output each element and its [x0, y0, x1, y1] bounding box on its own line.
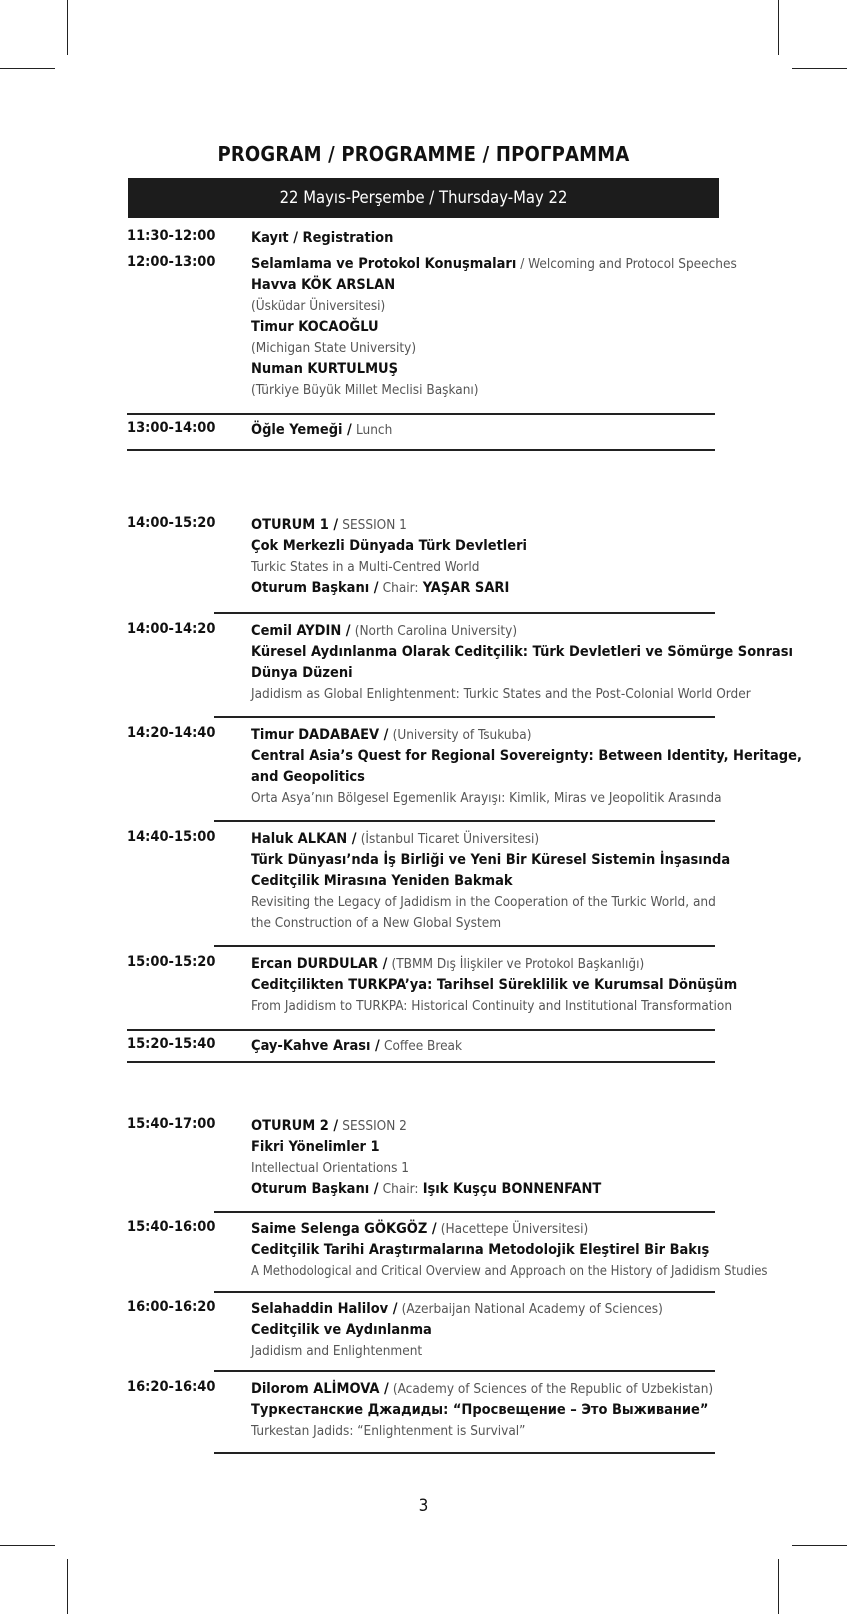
crop-mark [0, 68, 55, 69]
item-translation: Coffee Break [383, 1038, 463, 1054]
talk-translation: Jadidism as Global Enlightenment: Turkic States and the Post-Colonial World Order [251, 686, 751, 702]
session-label-en: SESSION 2 [342, 1118, 407, 1134]
time-slot: 15:40-16:00 [127, 1219, 216, 1235]
talk-title: and Geopolitics [251, 769, 365, 785]
separator: / [288, 230, 303, 246]
day-header: 22 Mayıs-Perşembe / Thursday-May 22 [128, 178, 719, 218]
talk-translation: the Construction of a New Global System [251, 915, 502, 931]
time-slot: 15:40-17:00 [127, 1116, 216, 1132]
item-translation: Lunch [355, 422, 393, 438]
crop-mark [67, 0, 68, 55]
crop-mark [0, 1545, 55, 1546]
divider [127, 449, 715, 451]
talk-title: Ceditçilik Tarihi Araştırmalarına Metodolojik Eleştirel Bir Bakış [251, 1242, 710, 1258]
speaker-name: Haluk ALKAN / [251, 831, 357, 847]
time-slot: 11:30-12:00 [127, 228, 216, 244]
divider [214, 945, 715, 947]
speaker-name: Numan KURTULMUŞ [251, 361, 399, 377]
time-slot: 13:00-14:00 [127, 420, 216, 436]
speaker-name: Timur KOCAOĞLU [251, 319, 379, 335]
session-title: Fikri Yönelimler 1 [251, 1139, 380, 1155]
divider [214, 716, 715, 718]
speaker-affiliation: (Azerbaijan National Academy of Sciences) [401, 1301, 663, 1317]
item-title: Kayıt [251, 230, 289, 246]
session-label: OTURUM 2 / [251, 1118, 339, 1134]
talk-title: Dünya Düzeni [251, 665, 353, 681]
talk-title: Ceditçilikten TURKPA’ya: Tarihsel Süreklilik ve Kurumsal Dönüşüm [251, 977, 738, 993]
crop-mark [67, 1559, 68, 1614]
talk-title: Küresel Aydınlanma Olarak Ceditçilik: Türk Devletleri ve Sömürge Sonrası [251, 644, 793, 660]
talk-translation: Orta Asya’nın Bölgesel Egemenlik Arayışı: Kimlik, Miras ve Jeopolitik Arasında [251, 790, 722, 806]
divider [214, 1370, 715, 1372]
crop-mark [792, 1545, 847, 1546]
speaker-name: Selahaddin Halilov / [251, 1301, 398, 1317]
speaker-affiliation: (Türkiye Büyük Millet Meclisi Başkanı) [251, 382, 479, 398]
talk-translation: A Methodological and Critical Overview and Approach on the History of Jadidism Studies [251, 1264, 768, 1279]
speaker-affiliation: (Hacettepe Üniversitesi) [440, 1221, 589, 1237]
time-slot: 15:20-15:40 [127, 1036, 216, 1052]
chair-label: Oturum Başkanı / [251, 580, 379, 596]
item-title: Öğle Yemeği / [251, 422, 352, 438]
talk-title: Ceditçilik Mirasına Yeniden Bakmak [251, 873, 513, 889]
chair-label-en: Chair: [382, 580, 419, 596]
speaker-name: Saime Selenga GÖKGÖZ / [251, 1221, 437, 1237]
speaker-name: Timur DADABAEV / [251, 727, 389, 743]
divider [127, 1061, 715, 1063]
speaker-name: Cemil AYDIN / [251, 623, 351, 639]
talk-translation: Turkestan Jadids: “Enlightenment is Survival” [251, 1423, 526, 1439]
speaker-affiliation: (İstanbul Ticaret Üniversitesi) [360, 831, 540, 847]
divider [214, 1291, 715, 1293]
session-label: OTURUM 1 / [251, 517, 339, 533]
time-slot: 16:00-16:20 [127, 1299, 216, 1315]
item-translation: Welcoming and Protocol Speeches [528, 256, 737, 272]
crop-mark [778, 0, 779, 55]
chair-label: Oturum Başkanı / [251, 1181, 379, 1197]
time-slot: 15:00-15:20 [127, 954, 216, 970]
divider [214, 820, 715, 822]
session-title-en: Turkic States in a Multi-Centred World [251, 559, 480, 575]
separator: / [516, 256, 529, 272]
divider [214, 1452, 715, 1454]
speaker-name: Dilorom ALİMOVA / [251, 1381, 389, 1397]
chair-name: YAŞAR SARI [422, 580, 510, 596]
talk-title: Central Asia’s Quest for Regional Sovereignty: Between Identity, Heritage, [251, 748, 802, 764]
speaker-name: Havva KÖK ARSLAN [251, 277, 396, 293]
talk-translation: Revisiting the Legacy of Jadidism in the Cooperation of the Turkic World, and [251, 894, 716, 910]
speaker-affiliation: (Michigan State University) [251, 340, 417, 356]
speaker-affiliation: (Academy of Sciences of the Republic of Uzbekistan) [392, 1381, 714, 1397]
time-slot: 16:20-16:40 [127, 1379, 216, 1395]
speaker-affiliation: (Üsküdar Üniversitesi) [251, 298, 386, 314]
divider [127, 1029, 715, 1031]
divider [214, 612, 715, 614]
time-slot: 12:00-13:00 [127, 254, 216, 270]
chair-label-en: Chair: [382, 1181, 419, 1197]
crop-mark [792, 68, 847, 69]
session-title: Çok Merkezli Dünyada Türk Devletleri [251, 538, 528, 554]
talk-title: Türk Dünyası’nda İş Birliği ve Yeni Bir Küresel Sistemin İnşasında [251, 852, 731, 868]
divider [214, 1211, 715, 1213]
talk-translation: From Jadidism to TURKPA: Historical Continuity and Institutional Transformation [251, 998, 733, 1014]
session-title-en: Intellectual Orientations 1 [251, 1160, 410, 1176]
session-label-en: SESSION 1 [342, 517, 407, 533]
page-title: PROGRAM / PROGRAMME / ПРОГРАММА [217, 142, 630, 166]
crop-mark [778, 1559, 779, 1614]
item-translation: Registration [302, 230, 394, 246]
time-slot: 14:20-14:40 [127, 725, 216, 741]
speaker-affiliation: (TBMM Dış İlişkiler ve Protokol Başkanlığı) [391, 956, 645, 972]
time-slot: 14:00-14:20 [127, 621, 216, 637]
time-slot: 14:00-15:20 [127, 515, 216, 531]
chair-name: Işık Kuşçu BONNENFANT [422, 1181, 602, 1197]
divider [127, 413, 715, 415]
speaker-affiliation: (North Carolina University) [354, 623, 518, 639]
item-title: Selamlama ve Protokol Konuşmaları [251, 256, 517, 272]
talk-title: Ceditçilik ve Aydınlanma [251, 1322, 432, 1338]
page-number: 3 [418, 1496, 429, 1516]
item-title: Çay-Kahve Arası / [251, 1038, 380, 1054]
time-slot: 14:40-15:00 [127, 829, 216, 845]
talk-title: Туркестанские Джадиды: “Просвещение – Это Выживание” [251, 1402, 709, 1418]
talk-translation: Jadidism and Enlightenment [251, 1343, 423, 1359]
speaker-affiliation: (University of Tsukuba) [392, 727, 532, 743]
speaker-name: Ercan DURDULAR / [251, 956, 388, 972]
